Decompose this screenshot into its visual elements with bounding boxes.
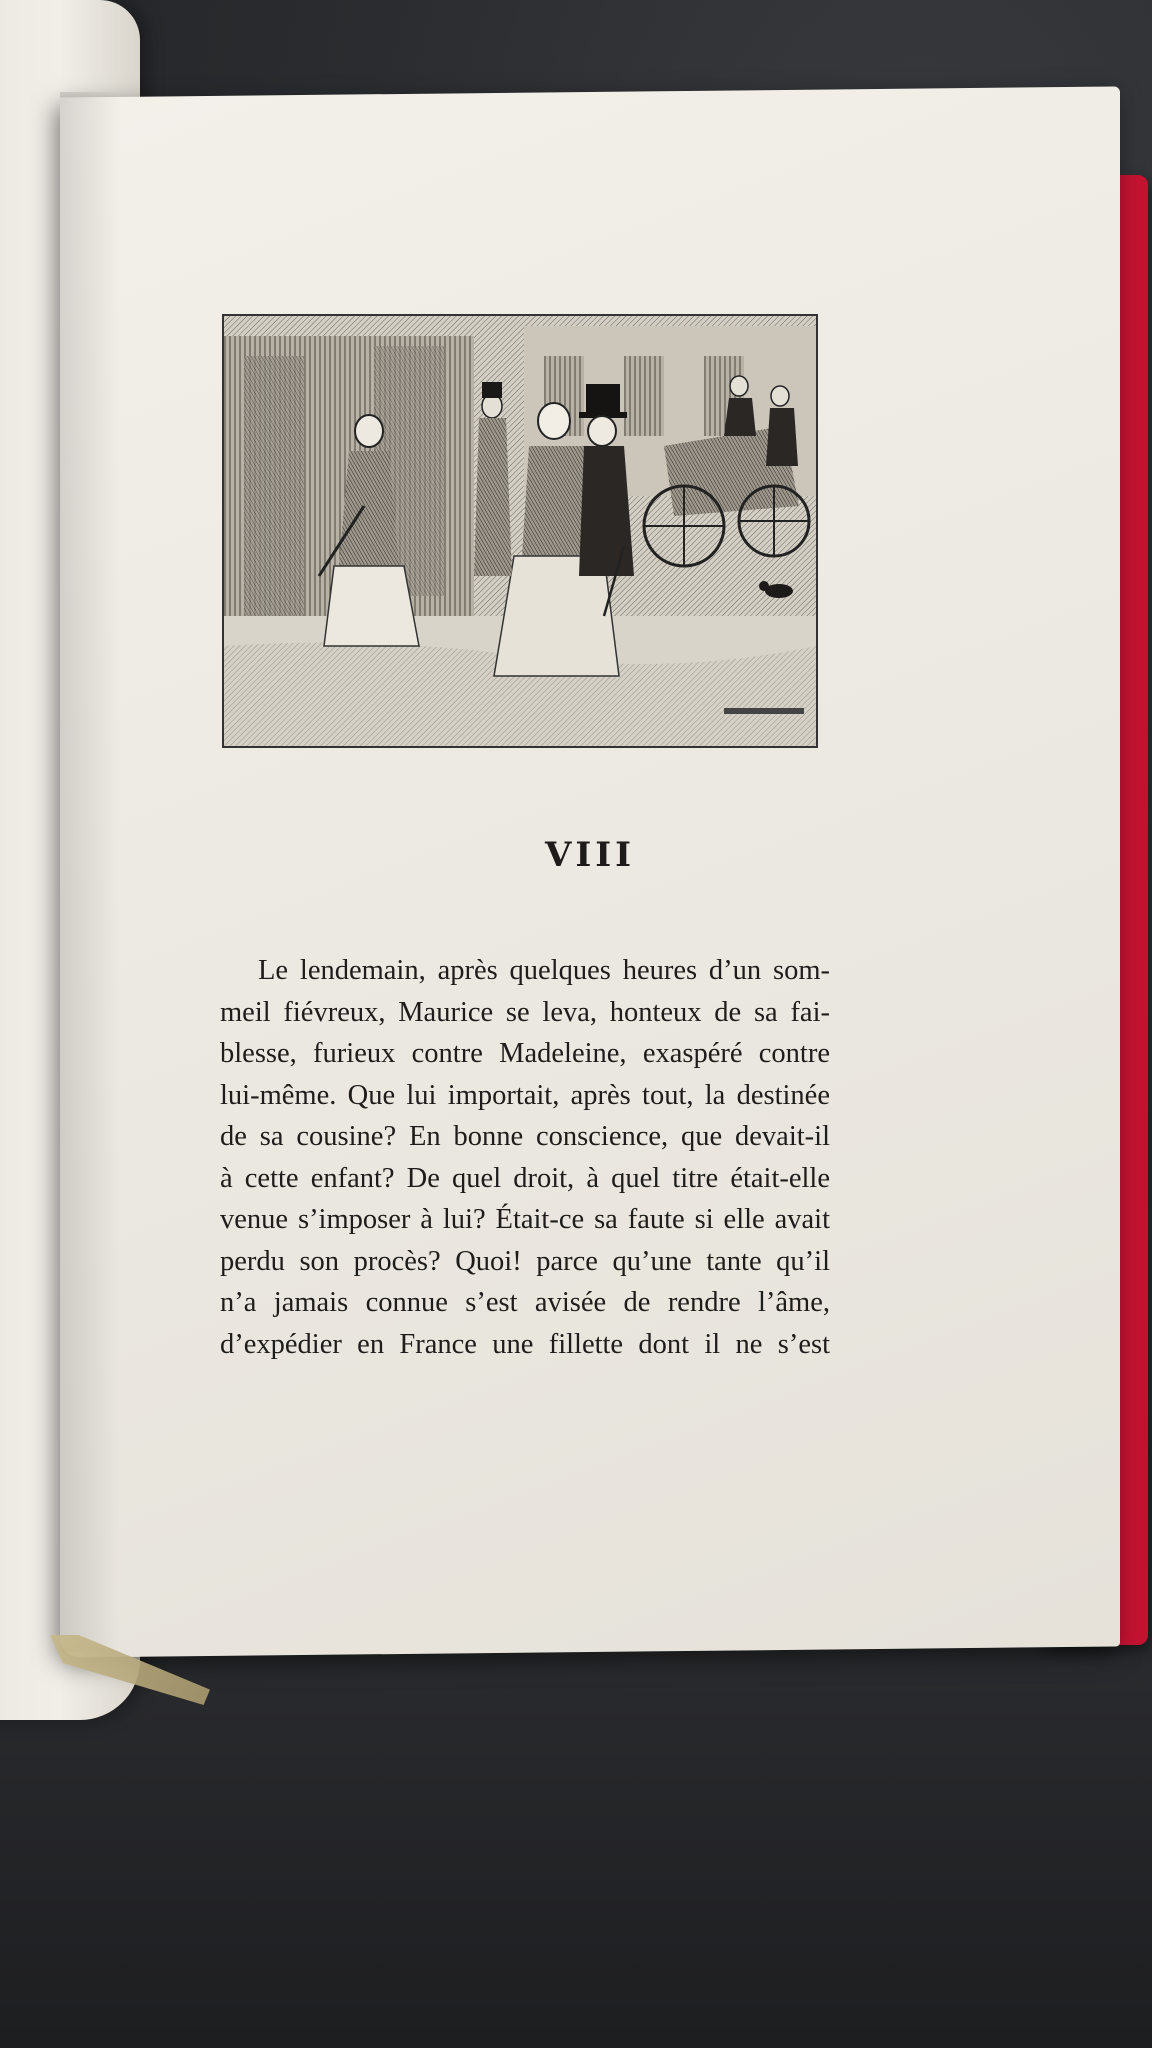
text-line: n’a jamais connue s’est avisée de rendre l’âme,: [220, 1287, 830, 1318]
text-line: d’expédier en France une fillette dont il ne s’est: [220, 1328, 830, 1360]
engraving-drawing: [224, 316, 816, 746]
text-line: meil fiévreux, Maurice se leva, honteux de sa fai-: [220, 996, 830, 1028]
chapter-heading: VIII: [544, 835, 636, 875]
text-line: de sa cousine? En bonne conscience, que devait-il: [220, 1121, 830, 1152]
engraving-street-scene-icon: [222, 314, 818, 748]
table-surface: [0, 1640, 1152, 2048]
body-text: [220, 950, 830, 1365]
text-line: à cette enfant? De quel droit, à quel titre était-elle: [220, 1162, 830, 1194]
text-line: Le lendemain, après quelques heures d’un som-: [258, 955, 830, 986]
text-line: venue s’imposer à lui? Était-ce sa faute si elle avait: [220, 1204, 830, 1235]
text-line: lui-même. Que lui importait, après tout, la destinée: [220, 1079, 830, 1111]
text-line: blesse, furieux contre Madeleine, exaspéré contre: [220, 1038, 830, 1069]
text-line: perdu son procès? Quoi! parce qu’une tante qu’il: [220, 1245, 830, 1277]
